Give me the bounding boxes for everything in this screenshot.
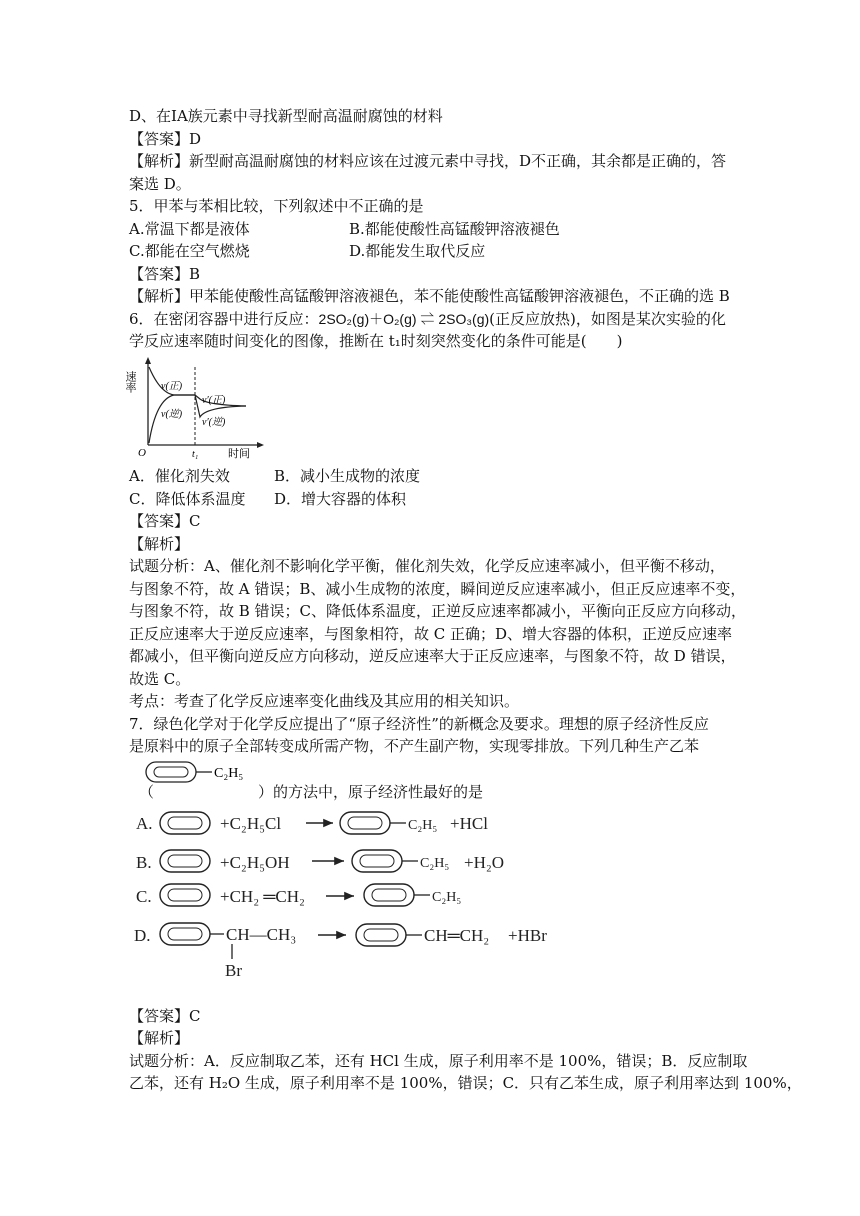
q7-analysis-2: 乙苯，还有 H₂O 生成，原子利用率不是 100%，错误；C．只有乙苯生成，原子利用率达到 100%， [129,1074,802,1092]
q6-analysis-2: 与图象不符，故 A 错误；B、减小生成物的浓度，瞬间逆反应速率减小，但正反应速率不变， [129,580,746,598]
q6-analysis-4: 正反应速率大于逆反应速率，与图象相符，故 C 正确；D、增大容器的体积，正逆反应速率 [129,625,733,643]
ethyl-group: C₂H₅ [214,766,244,781]
q6-answer: 【答案】C [129,512,201,530]
v-reverse-label: v(逆) [161,409,183,420]
q5-option-d: D.都能发生取代反应 [349,242,486,260]
q7-stem-3: ）的方法中，原子经济性最好的是 [258,783,484,801]
reaction-c-product: C₂H₅ [432,890,462,905]
origin-label: O [138,447,146,459]
q6-stem-post: (正反应放热)，如图是某次实验的化 [489,310,726,328]
v2-forward-label: v′(正) [202,395,226,406]
reaction-d-chain: CH—CH₃ [226,925,297,944]
q6-analysis-3: 与图象不符，故 B 错误；C、降低体系温度，正逆反应速率都减小，平衡向正反应方向移动， [129,602,747,620]
q6-analysis-1: 试题分析：A、催化剂不影响化学平衡，催化剂失效，化学反应速率减小，但平衡不移动， [129,557,725,575]
rate-time-graph [124,355,268,460]
reaction-c-reagent: +CH₂ ═CH₂ [220,887,305,906]
x-axis-label: 时间 [228,448,250,460]
reaction-a-reagent: +C₂H₅Cl [220,814,282,833]
reaction-b-reagent: +C₂H₅OH [220,853,290,872]
q6-stem-pre: 6．在密闭容器中进行反应： [129,310,319,328]
q7-stem-3-open: （ [139,783,155,801]
x-axis-arrow [257,442,264,448]
reaction-a-product: C₂H₅ [408,818,438,833]
reaction-d-label: D. [134,926,151,945]
line-4: 案选 D。 [129,175,191,193]
q5-option-a: A.常温下都是液体 [129,220,250,238]
benzene-inner-ring [154,767,188,777]
reaction-d-br: Br [225,961,242,980]
q6-analysis-6: 故选 C。 [129,670,191,688]
q5-answer: 【答案】B [129,265,201,283]
reaction-d-byproduct: +HBr [508,926,547,945]
line-3: 【解析】新型耐高温耐腐蚀的材料应该在过渡元素中寻找，D不正确，其余都是正确的，答 [129,152,727,170]
reaction-a-byproduct: +HCl [450,814,488,833]
reaction-d-product: CH═CH₂ [424,926,490,945]
q6-stem-line2: 学反应速率随时间变化的图像，推断在 t₁时刻突然变化的条件可能是( ) [129,332,623,350]
reaction-b-byproduct: +H₂O [464,853,505,872]
q6-stem-line1 [129,309,726,329]
q5-option-c: C.都能在空气燃烧 [129,242,250,260]
q7-stem-2: 是原料中的原子全部转变成所需产物，不产生副产物，实现零排放。下列几种生产乙苯 [129,737,700,755]
q7-stem-1: 7．绿色化学对于化学反应提出了“原子经济性”的新概念及要求。理想的原子经济性反应 [129,715,709,733]
q7-analysis-1: 试题分析：A．反应制取乙苯，还有 HCl 生成，原子利用率不是 100%，错误；B．反应制取 [129,1052,748,1070]
reaction-b-product: C₂H₅ [420,856,450,871]
v2-reverse-label: v′(逆) [202,417,226,428]
reaction-a-label: A. [136,814,153,833]
reaction-c-label: C. [136,887,152,906]
v-forward-label: v(正) [161,381,183,392]
line-2: 【答案】D [129,130,202,148]
q6-exam-point: 考点：考查了化学反应速率变化曲线及其应用的相关知识。 [129,692,520,710]
y-axis-label: 速率 [124,371,136,393]
q6-reaction: 2SO₂(g)＋O₂(g) ⇌ 2SO₃(g) [318,311,490,327]
q6-option-b: B．减小生成物的浓度 [274,467,421,485]
t1-label: t₁ [192,449,199,460]
q5-analysis: 【解析】甲苯能使酸性高锰酸钾溶液褪色，苯不能使酸性高锰酸钾溶液褪色，不正确的选 B [129,287,730,305]
q6-option-c: C．降低体系温度 [129,490,246,508]
q6-analysis-heading: 【解析】 [129,535,190,553]
line-1: D、在ⅠA族元素中寻找新型耐高温耐腐蚀的材料 [129,107,443,125]
q5-stem: 5．甲苯与苯相比较，下列叙述中不正确的是 [129,197,424,215]
q7-analysis-heading: 【解析】 [129,1029,190,1047]
q6-analysis-5: 都减小，但平衡向逆反应方向移动，逆反应速率大于正反应速率，与图象不符，故 D 错误， [129,647,736,665]
reaction-schemes [128,804,588,982]
q6-option-d: D．增大容器的体积 [274,490,407,508]
q6-option-a: A．催化剂失效 [129,467,230,485]
y-axis-arrow [145,357,151,364]
reaction-b-label: B. [136,853,152,872]
q5-option-b: B.都能使酸性高锰酸钾溶液褪色 [349,220,560,238]
q7-answer: 【答案】C [129,1007,201,1025]
